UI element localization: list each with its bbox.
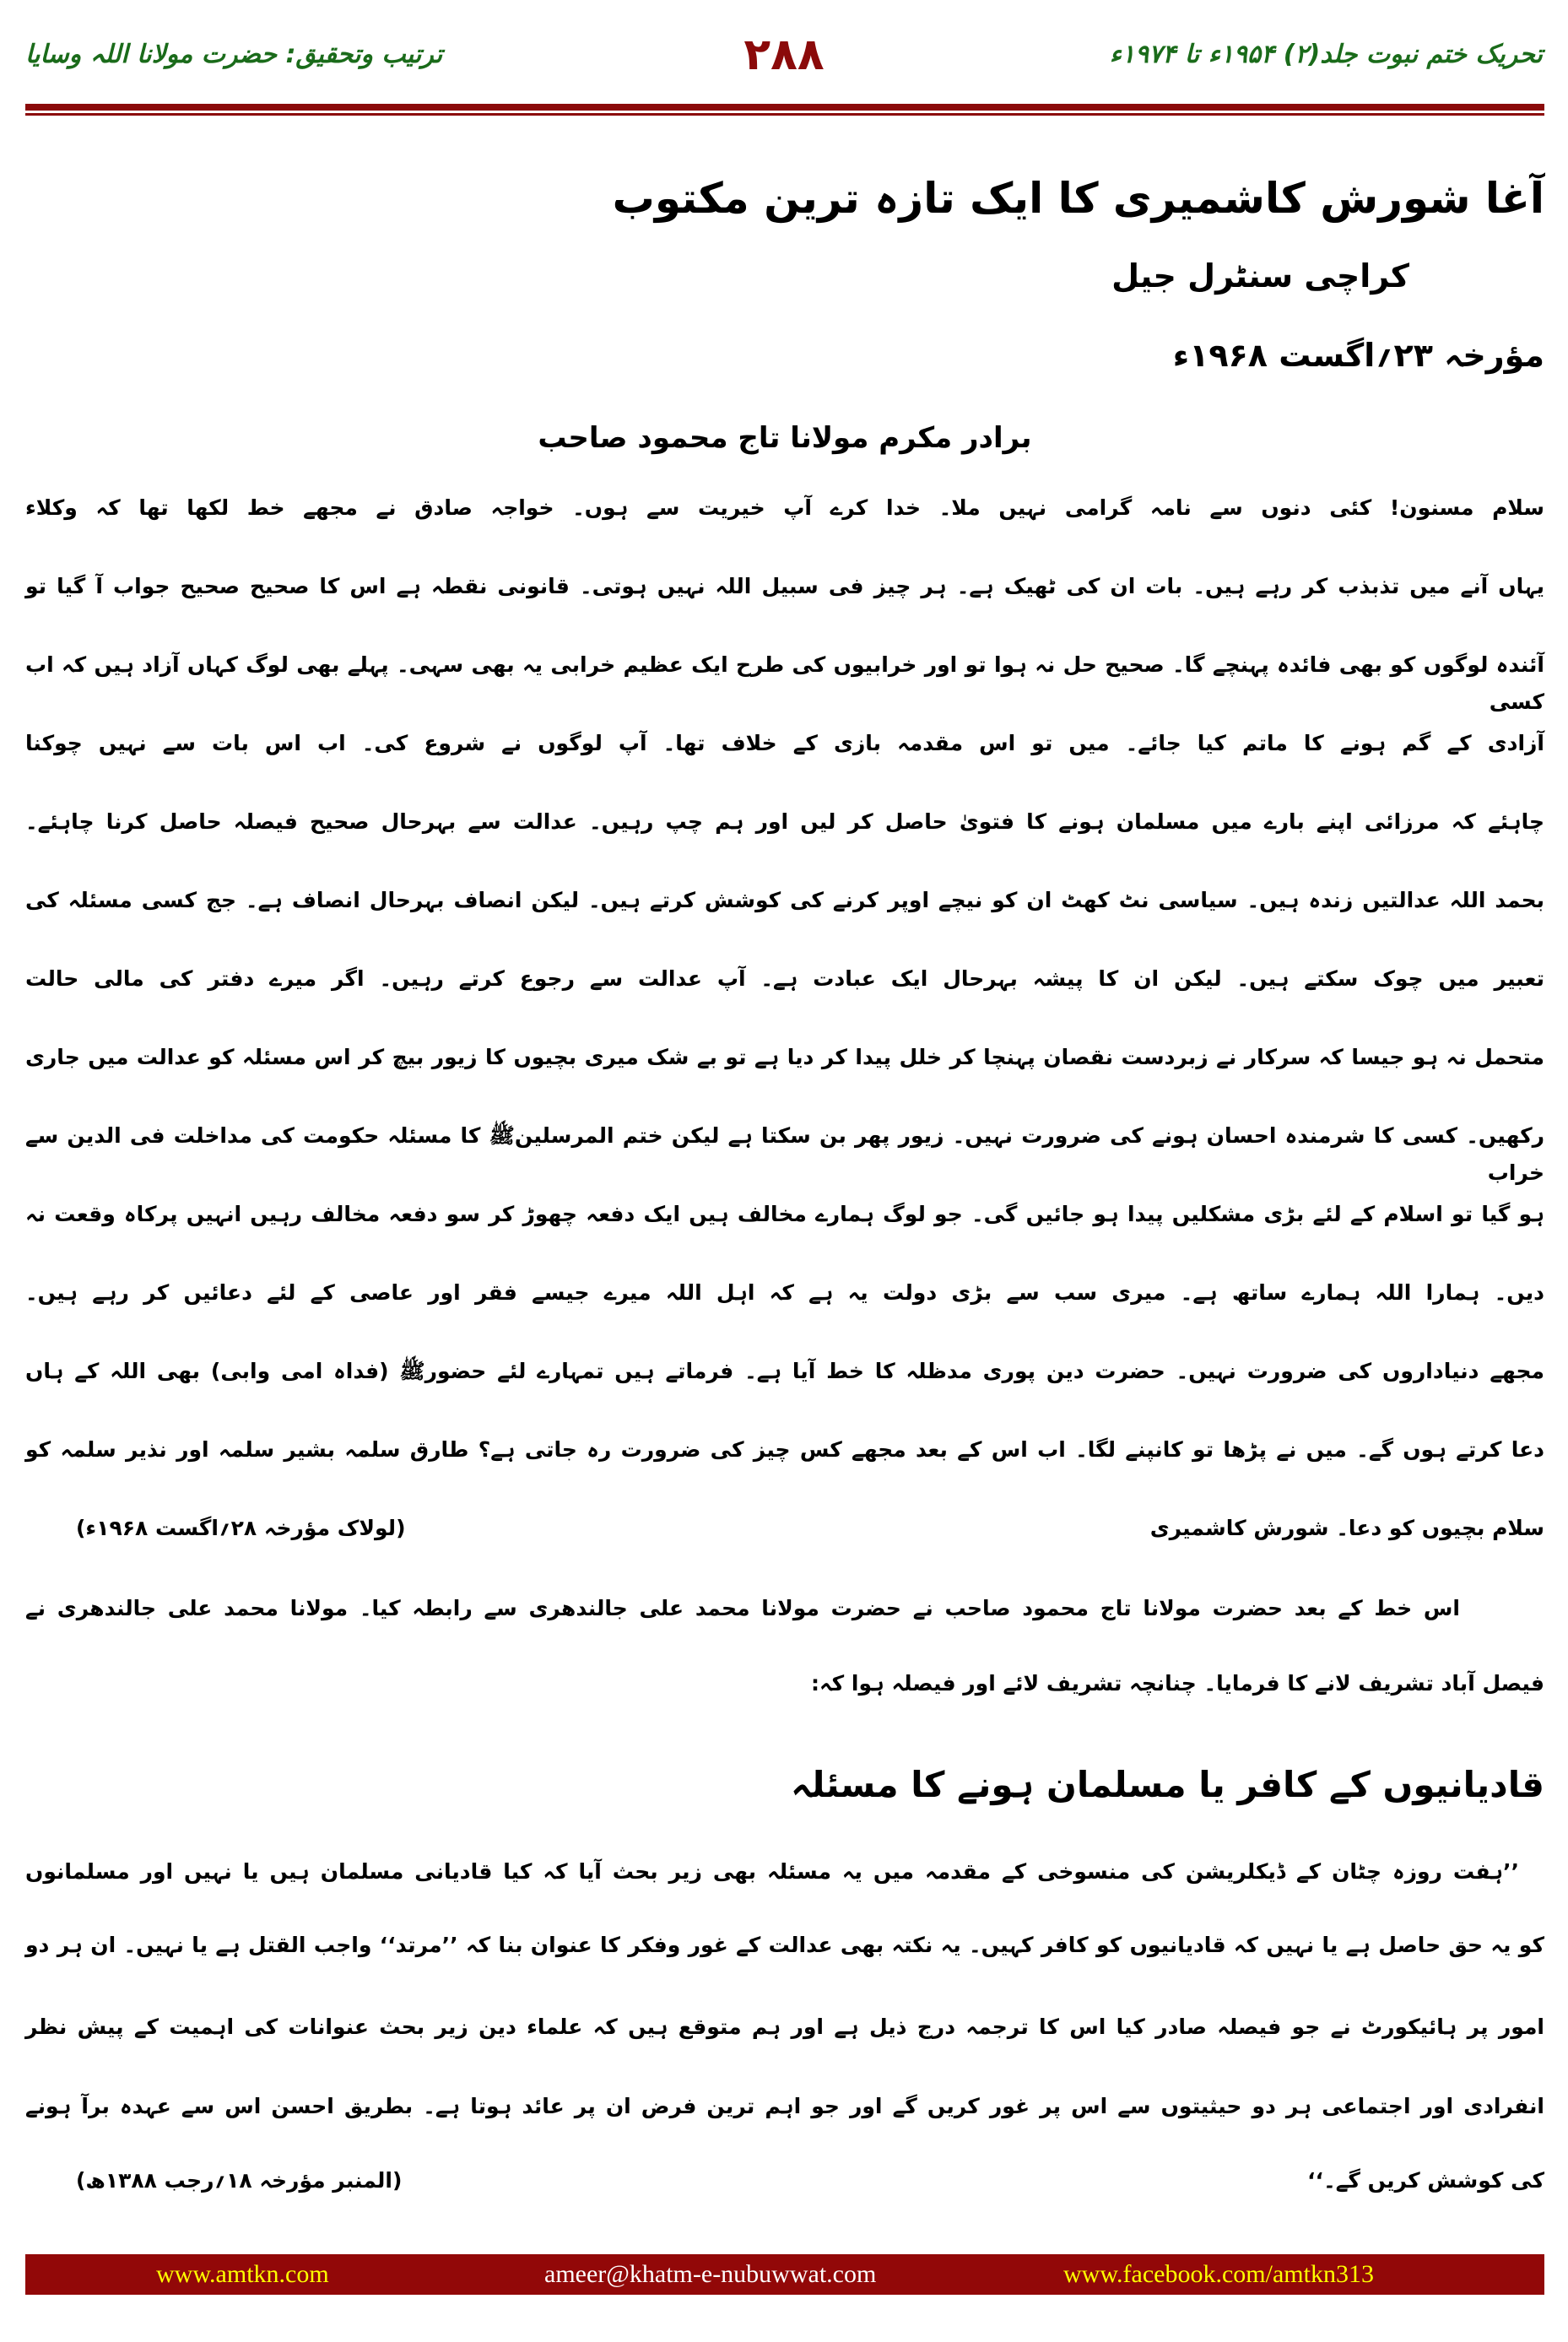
website-link[interactable]: www.amtkn.com bbox=[156, 2260, 329, 2288]
letter-place: کراچی سنٹرل جیل bbox=[1111, 257, 1409, 295]
salutation: برادر مکرم مولانا تاج محمود صاحب bbox=[538, 421, 1032, 455]
letter-line: دیں۔ ہمارا اللہ ہمارے ساتھ ہے۔ میری سب سے بڑی دولت یہ ہے کہ اہل اللہ میرے جیسے فقر اور عاصی کے لئے دعائیں کر رہے ہیں۔ bbox=[25, 1280, 1544, 1305]
letter-line: آئندہ لوگوں کو بھی فائدہ پہنچے گا۔ صحیح حل نہ ہوا تو اور خرابیوں کی طرح ایک عظیم خرابی یہ بھی سہی۔ پہلے بھی لوگ کہاں آزاد ہیں کہ اب کسی bbox=[25, 652, 1544, 714]
quote-line: ’’ہفت روزہ چٹان کے ڈیکلریشن کی منسوخی کے مقدمہ میں یہ مسئلہ بھی زیر بحث آیا کہ کیا قادیانی مسلمان ہیں یا نہیں اور مسلمانوں bbox=[25, 1859, 1519, 1884]
letter-closing-row bbox=[25, 1490, 1544, 1547]
book-title: تحریک ختم نبوت جلد(۲) ۱۹۵۴ء تا ۱۹۷۴ء bbox=[1109, 40, 1543, 69]
followup-line: اس خط کے بعد حضرت مولانا تاج محمود صاحب نے حضرت مولانا محمد علی جالندھری سے رابطہ کیا۔ مولانا محمد علی جالندھری نے bbox=[25, 1596, 1460, 1620]
quote-source: (المنبر مؤرخہ ۱۸؍رجب ۱۳۸۸ھ) bbox=[76, 2168, 403, 2193]
letter-line: سلام مسنون! کئی دنوں سے نامہ گرامی نہیں ملا۔ خدا کرے آپ خیریت سے ہوں۔ خواجہ صادق نے مجھے خط لکھا تھا کہ وکلاء bbox=[25, 495, 1544, 520]
footer-bar bbox=[25, 2254, 1544, 2295]
quote-line: امور پر ہائیکورٹ نے جو فیصلہ صادر کیا اس کا ترجمہ درج ذیل ہے اور ہم متوقع ہیں کہ علماء دین زیر بحث عنوانات کی اہمیت کے پیش نظر bbox=[25, 2015, 1544, 2039]
letter-date: مؤرخہ ۲۳؍اگست ۱۹۶۸ء bbox=[1172, 337, 1544, 374]
quote-closing-row bbox=[25, 2143, 1544, 2199]
letter-line: ہو گیا تو اسلام کے لئے بڑی مشکلیں پیدا ہو جائیں گی۔ جو لوگ ہمارے مخالف ہیں ایک دفعہ چھوڑ کر سو دفعہ مخالف رہیں انہیں پرکاہ وقعت نہ bbox=[25, 1202, 1544, 1226]
letter-source: (لولاک مؤرخہ ۲۸؍اگست ۱۹۶۸ء) bbox=[76, 1516, 406, 1540]
letter-line: تعبیر میں چوک سکتے ہیں۔ لیکن ان کا پیشہ بہرحال ایک عبادت ہے۔ آپ عدالت سے رجوع کرتے رہیں۔ اگر میرے دفتر کی مالی حالت bbox=[25, 966, 1544, 991]
quote-last-line: کی کوشش کریں گے۔‘‘ bbox=[1307, 2168, 1544, 2193]
quote-line: انفرادی اور اجتماعی ہر دو حیثیتوں سے اس پر غور کریں گے اور جو اہم ترین فرض ان پر عائد ہوتا ہے۔ بطریق احسن اس سے عہدہ برآ ہونے bbox=[25, 2094, 1544, 2118]
email-link[interactable]: ameer@khatm-e-nubuwwat.com bbox=[544, 2260, 877, 2288]
letter-line: رکھیں۔ کسی کا شرمندہ احسان ہونے کی ضرورت نہیں۔ زیور پھر بن سکتا ہے لیکن ختم المرسلینﷺ کا مسئلہ حکومت کی مداخلت فی الدین سے خراب bbox=[25, 1123, 1544, 1185]
letter-line: متحمل نہ ہو جیسا کہ سرکار نے زبردست نقصان پہنچا کر خلل پیدا کر دیا ہے تو بے شک میری بچیوں کا زیور بیچ کر اس مسئلہ کو عدالت میں جاری bbox=[25, 1045, 1544, 1069]
letter-line: یہاں آنے میں تذبذب کر رہے ہیں۔ بات ان کی ٹھیک ہے۔ ہر چیز فی سبیل اللہ نہیں ہوتی۔ قانونی نقطہ ہے اس کا صحیح صحیح جواب آ گیا تو bbox=[25, 574, 1544, 598]
letter-line: چاہئے کہ مرزائی اپنے بارے میں مسلمان ہونے کا فتویٰ حاصل کر لیں اور ہم چپ رہیں۔ عدالت سے بہرحال صحیح فیصلہ حاصل کرنا چاہئے۔ bbox=[25, 809, 1544, 834]
letter-line: بحمد اللہ عدالتیں زندہ ہیں۔ سیاسی نٹ کھٹ ان کو نیچے اوپر کرنے کی کوشش کرتے ہیں۔ لیکن انصاف بہرحال انصاف ہے۔ جج کسی مسئلہ کی bbox=[25, 888, 1544, 912]
compiler-credit: ترتیب وتحقیق: حضرت مولانا اللہ وسایا bbox=[25, 40, 443, 69]
quote-line: کو یہ حق حاصل ہے یا نہیں کہ قادیانیوں کو کافر کہیں۔ یہ نکتہ بھی عدالت کے غور وفکر کا عنوان بنا کہ ’’مرتد‘‘ واجب القتل ہے یا نہیں۔ ان ہر دو bbox=[25, 1933, 1544, 1957]
letter-line: آزادی کے گم ہونے کا ماتم کیا جائے۔ میں تو اس مقدمہ بازی کے خلاف تھا۔ آپ لوگوں نے شروع کی۔ اب اس بات سے نہیں چوکنا bbox=[25, 731, 1544, 755]
section-heading: قادیانیوں کے کافر یا مسلمان ہونے کا مسئلہ bbox=[790, 1764, 1544, 1805]
header-rule-thin bbox=[25, 113, 1544, 116]
page-number: ۲۸۸ bbox=[743, 30, 825, 80]
header-rule bbox=[25, 104, 1544, 111]
letter-line: مجھے دنیاداروں کی ضرورت نہیں۔ حضرت دین پوری مدظلہ کا خط آیا ہے۔ فرماتے ہیں تمہارے لئے حضورﷺ (فداہ امی وابی) بھی اللہ کے ہاں bbox=[25, 1359, 1544, 1383]
letter-line: دعا کرتے ہوں گے۔ میں نے پڑھا تو کانپنے لگا۔ اب اس کے بعد مجھے کس چیز کی ضرورت رہ جاتی ہے؟ طارق سلمہ بشیر سلمہ اور نذیر سلمہ کو bbox=[25, 1437, 1544, 1462]
followup-line: فیصل آباد تشریف لانے کا فرمایا۔ چنانچہ تشریف لائے اور فیصلہ ہوا کہ: bbox=[811, 1671, 1544, 1696]
letter-closing: سلام بچیوں کو دعا۔ شورش کاشمیری bbox=[1149, 1516, 1544, 1540]
facebook-link[interactable]: www.facebook.com/amtkn313 bbox=[1063, 2260, 1374, 2288]
letter-title: آغا شورش کاشمیری کا ایک تازہ ترین مکتوب bbox=[612, 174, 1544, 223]
